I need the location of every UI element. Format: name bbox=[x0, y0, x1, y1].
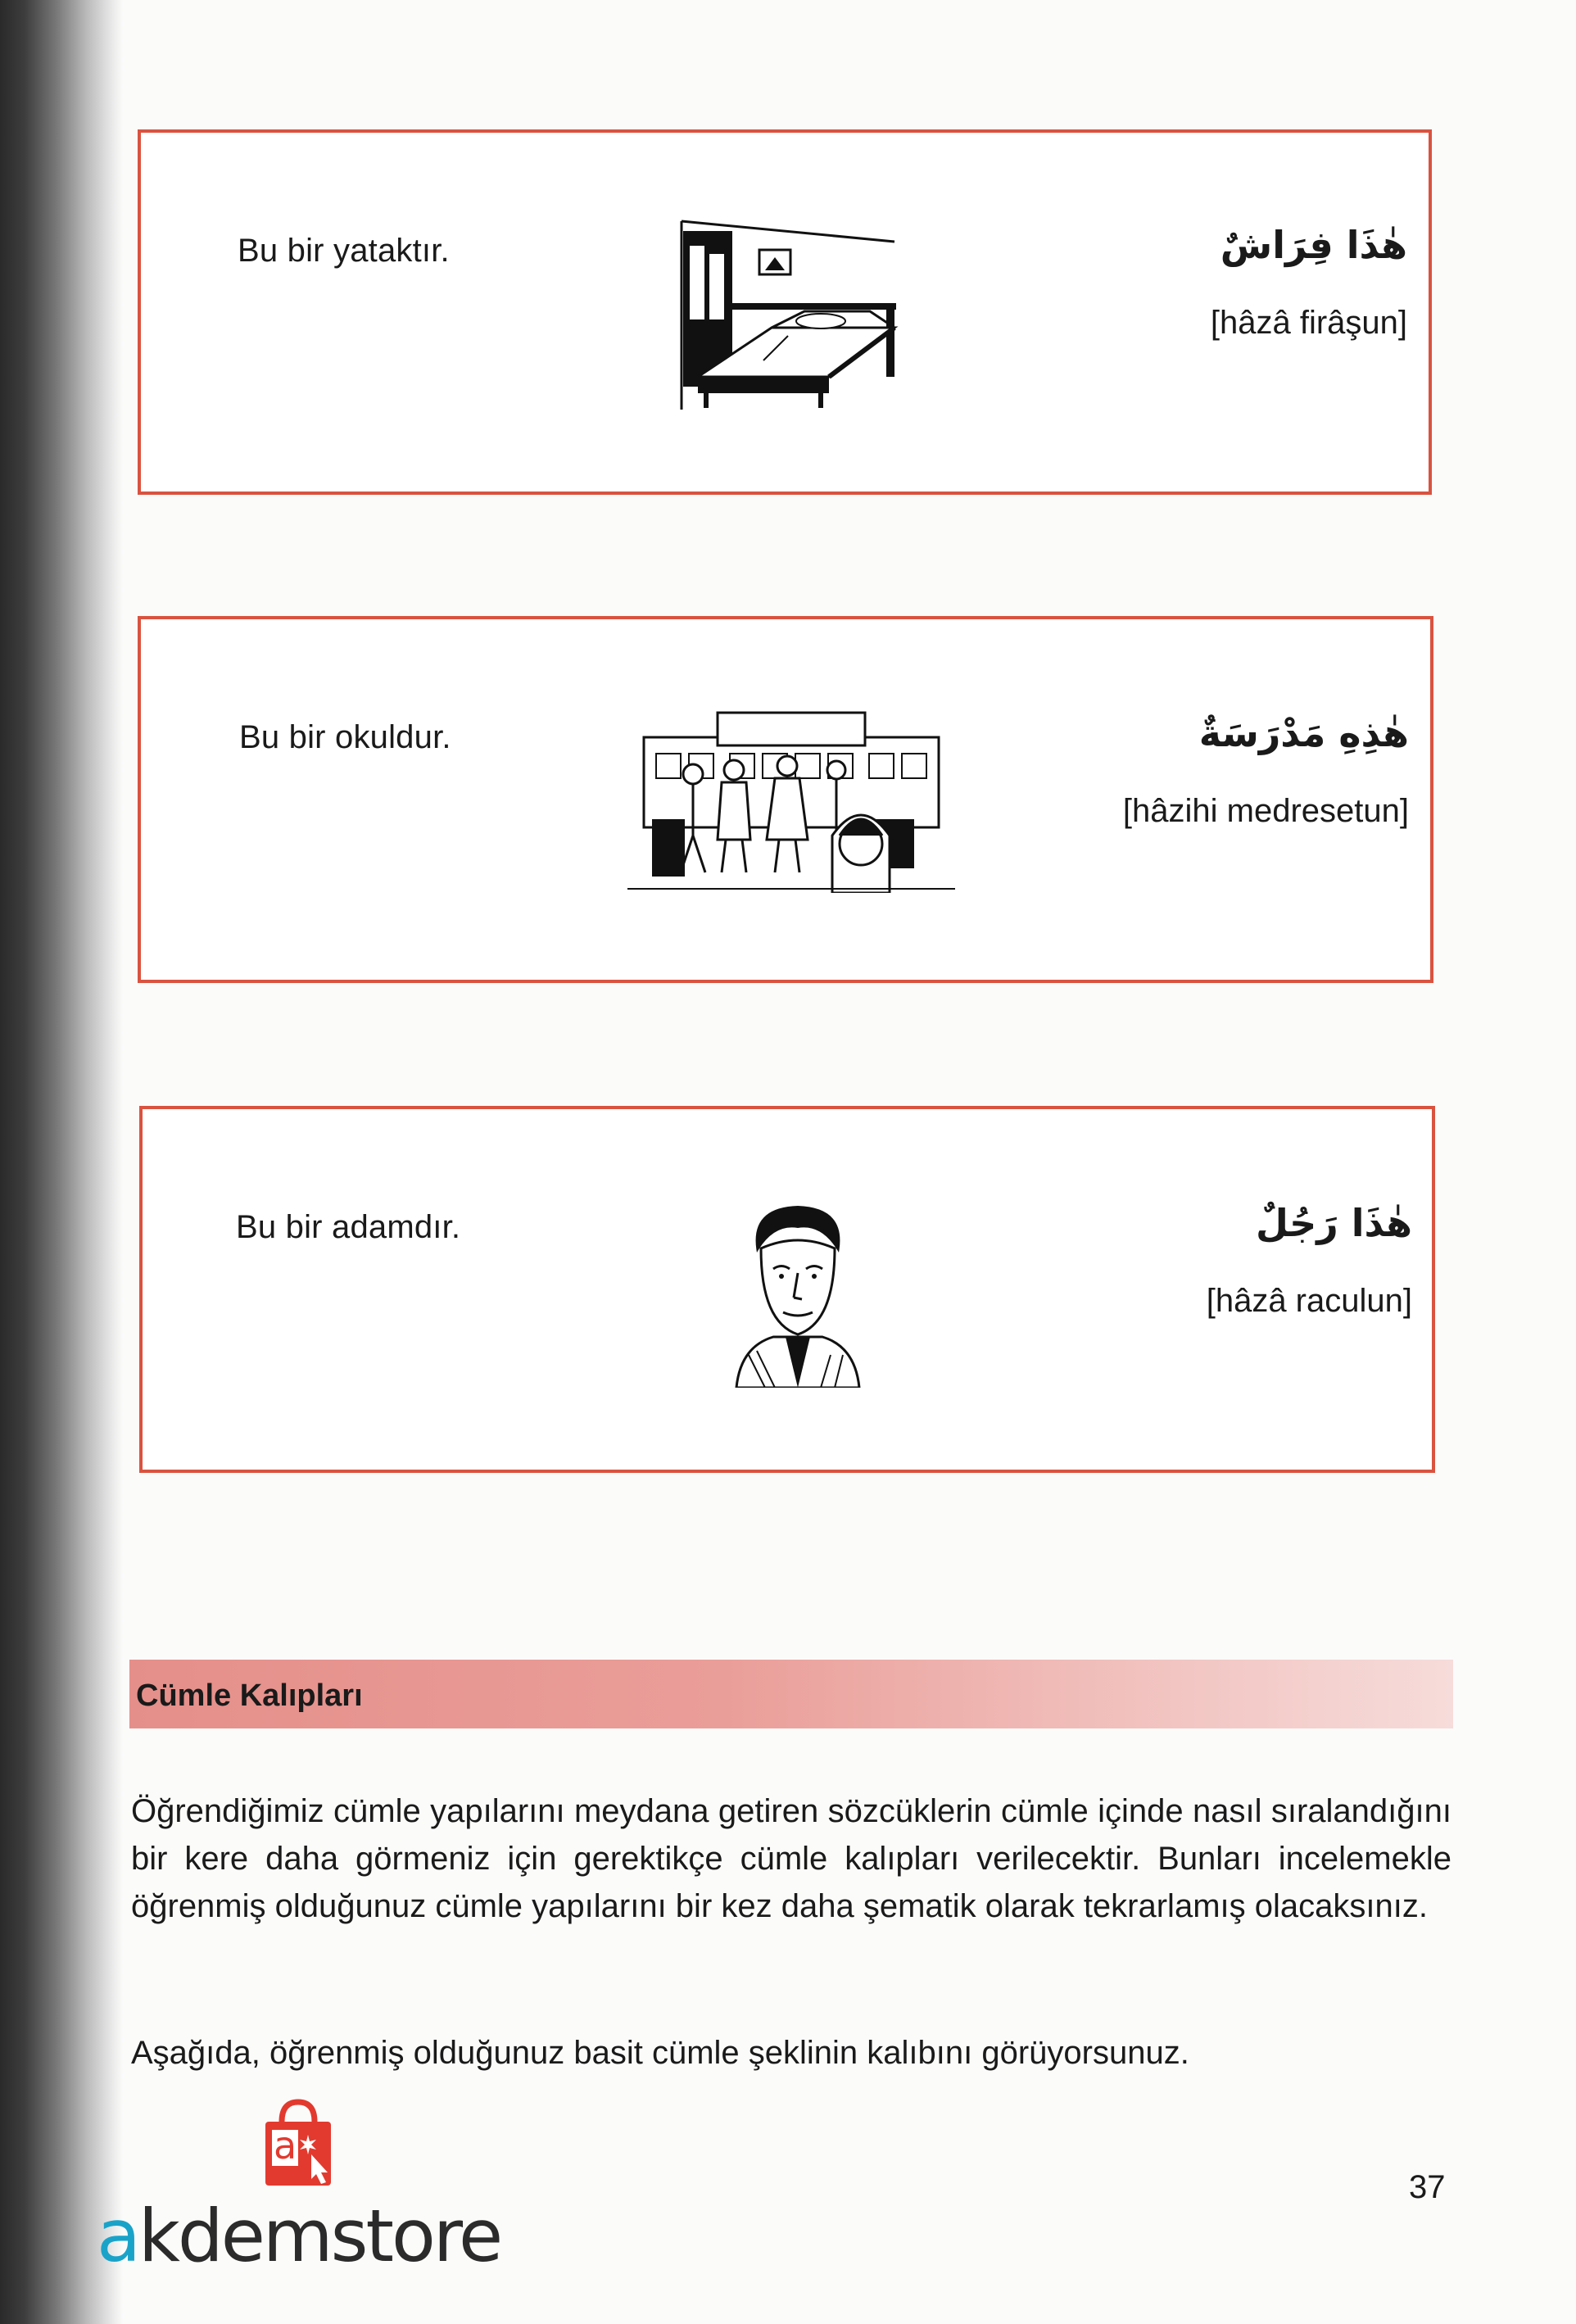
body-paragraph: Aşağıda, öğrenmiş olduğunuz basit cümle şeklinin kalıbını görüyorsunuz. bbox=[131, 2035, 1189, 2071]
vocab-card-school bbox=[138, 616, 1433, 983]
turkish-sentence: Bu bir okuldur. bbox=[239, 719, 451, 755]
bed-icon bbox=[665, 213, 911, 418]
shopping-bag-icon bbox=[260, 2097, 336, 2189]
arabic-sentence: هٰذَا رَجُلٌ bbox=[1256, 1201, 1412, 1245]
logo-brand-rest: kdemstore bbox=[138, 2194, 501, 2278]
turkish-sentence: Bu bir adamdır. bbox=[236, 1209, 461, 1245]
vocab-card-man bbox=[139, 1106, 1435, 1473]
logo-bag-letter: a bbox=[274, 2123, 297, 2168]
transliteration: [hâzâ firâşun] bbox=[1210, 305, 1407, 341]
school-icon bbox=[627, 704, 955, 893]
man-icon bbox=[716, 1191, 880, 1388]
akdemstore-logo bbox=[97, 2097, 523, 2278]
transliteration: [hâzâ raculun] bbox=[1206, 1283, 1412, 1319]
vocab-card-bed bbox=[138, 129, 1432, 495]
turkish-sentence: Bu bir yataktır. bbox=[238, 233, 450, 269]
arabic-sentence: هٰذِهِ مَدْرَسَةٌ bbox=[1198, 711, 1409, 755]
logo-wordmark bbox=[97, 2194, 500, 2278]
book-spine-shadow bbox=[0, 0, 123, 2324]
section-title: Cümle Kalıpları bbox=[136, 1678, 363, 1713]
arabic-sentence: هٰذَا فِرَاشٌ bbox=[1220, 223, 1407, 267]
transliteration: [hâzihi medresetun] bbox=[1122, 793, 1409, 829]
body-paragraph: Öğrendiğimiz cümle yapılarını meydana getiren sözcüklerin cümle içinde nasıl sıralandığını bir kere daha görmeniz için gerektikçe cümle kalıpları verilecektir. Bunları incelemekle öğrenmiş olduğunuz cümle yapılarını bir kez daha şematik olarak tekrarlamış olacaksınız. bbox=[131, 1793, 1451, 1924]
logo-brand-a: a bbox=[97, 2194, 138, 2278]
page-number: 37 bbox=[1409, 2169, 1446, 2205]
